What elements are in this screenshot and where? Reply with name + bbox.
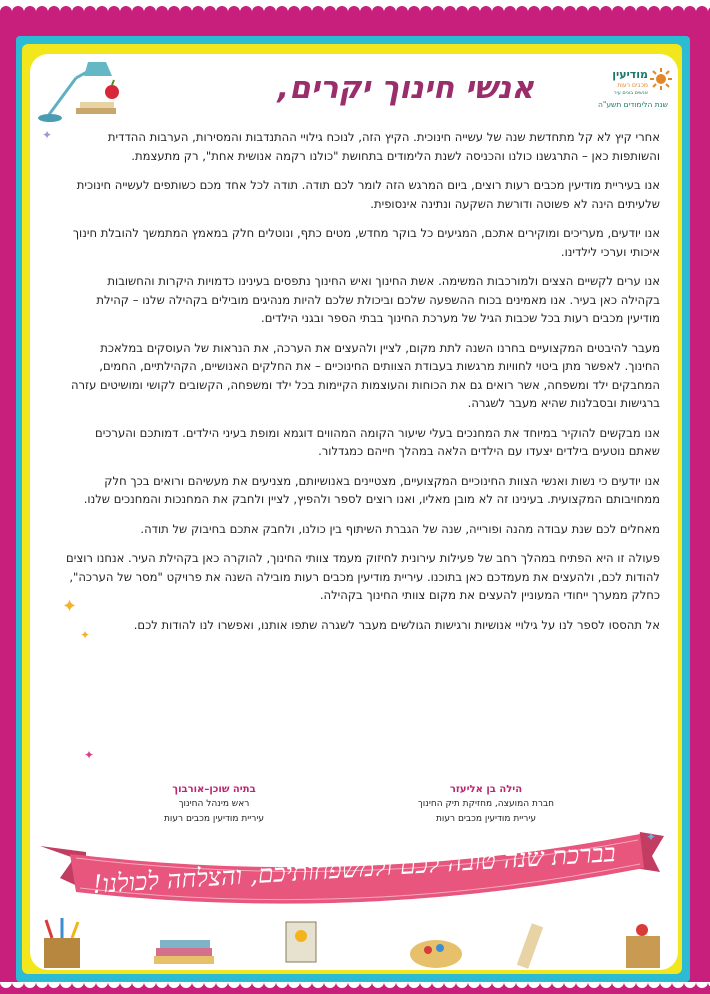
signature-block-education (94, 782, 334, 827)
logo-sun-icon (650, 68, 672, 90)
paragraph: אנו בעיריית מודיעין מכבים רעות רוצים, ביום המרגש הזה לומר לכם תודה. תודה לכל אחד מכם כשותפים לעשייה חינוכית שלעיתים הינה לא פשוטה ודורשת השקעה ונתינה אינסופית. (76, 178, 660, 211)
signature-role: ראש מינהל החינוך (178, 799, 250, 809)
signature-org: עיריית מודיעין מכבים רעות (436, 814, 536, 824)
logo-school-year: שנת הלימודים תשע"ה (597, 100, 668, 109)
bottom-scallop-border (0, 982, 710, 994)
signature-name: הילה בן אליעזר (449, 784, 523, 795)
school-supplies-illustration (36, 918, 676, 976)
paragraph: אנו יודעים, מעריכים ומוקירים אתכם, המגיעים כל בוקר מחדש, מטים כתף, ונוטלים חלק במאמץ המתמשך להובלת חינוך איכותי וערכי לילדינו. (72, 226, 660, 259)
paragraph: אחרי קיץ לא קל מתחדשת שנה של עשייה חינוכית. הקיץ הזה, לנוכח גילויי ההתנדבות והמסירות, הערבות ההדדית והשותפות כאן – התרגשנו כולנו והכניסה לשנת הלימודים בתחושת "כולנו רקמה אנושית אחת", רק מתעצמת. (107, 130, 660, 163)
paragraph: אנו ערים לקשיים הצצים ולמורכבות המשימה. אשת החינוך ואיש החינוך נתפסים בעינינו כדמויות היקרות והחשובות בקהילה כאן בעיר. אנו מאמינים בכוח ההשפעה שלכם וביכולת שלכם להיות מנהיגים מובילים בקהילה שלנו – קהילת מודיעין מכבים רעות בכל שכבות הגיל של מערכת החינוך בבתי הספר ובגני הילדים. (96, 274, 660, 325)
logo-name: מודיעין (612, 68, 648, 81)
sparkle-icon: ✦ (62, 596, 78, 617)
paragraph: אנו מבקשים להוקיר במיוחד את המחנכים בעלי שיעור הקומה המהווים דוגמא ומופת בעיני הילדים. דמותכם והערכים שאתם נוטעים בילדים יצעדו עם הילדים הלאה במהלך חייהם כמגדלור. (95, 425, 660, 458)
sparkle-icon: ✦ (42, 128, 53, 142)
paragraph: פעולה זו היא הפתיח במהלך רחב של פעילות עירונית לחיזוק מעמד צוותי החינוך, להוקרה כאן בקהילת העיר. אנחנו רוצים להודות לכם, ולהעצים את מעמדכם כאן בתוכנו. עיריית מודיעין מכבים רעות מובילה השנה את פרויקט "מסר של הערכה", כחלק ממערך ייחודי המעוניין להעצים את מקום צוותי החינוך בקהילה. (66, 551, 660, 602)
letter-body (66, 128, 660, 645)
paragraph: מאחלים לכם שנת עבודה מהנה ופורייה, שנה של הגברת השיתוף בין כולנו, ולחבק אתכם בחיבוק של תודה. (140, 521, 660, 536)
paragraph: מעבר להיבטים המקצועיים בחרנו השנה לתת מקום, לציין ולהעצים את הערכה, את הנראות של העוסקים במלאכת החינוך. לאפשר מתן ביטוי לחוויות מרגשות בעבודת הצוותים החינוכיים – את החלקים האנושיים, הקהילתיים, החמים, המחבקים ילד ומשפחה, אשר רואים גם את הכוחות והעוצמות הקיימות בכל ילד ומשפחה, הקשובים לקושי ומושיטים עזרה ברגישות ובסבלנות שהיא מעבר לשגרה. (70, 340, 660, 410)
logo-subtitle: מכבים רעות (617, 82, 648, 89)
top-scallop-border (0, 0, 710, 12)
letter-title: אנשי חינוך יקרים, (277, 70, 534, 106)
signature-org: עיריית מודיעין מכבים רעות (164, 814, 264, 824)
signature-role: חברת המועצה, מחזיקת תיק החינוך (417, 799, 555, 809)
paragraph: אל תהססו לספר לנו על גילויי אנושיות ורגישות הגולשים מעבר לשגרה שתפו אותנו, ואפשרו לנו להודות לכם. (133, 617, 660, 632)
paragraph: אנו יודעים כי נשות ואנשי הצוות החינוכיים המקצועיים, מצטיינים באנושיותם, מצניעים את מעשיהם ורואים בכך חלק ממחויבותם המקצועית. בעינינו זה לא מובן מאליו, ואנו רוצים לספר ולהפיץ, לציין ולחבק את המחנכות והמחנכים שלנו. (83, 473, 660, 506)
sparkle-icon: ✦ (84, 748, 95, 762)
banner-greeting: בברכת שנה טובה לכם ולמשפחותיכם, והצלחה לכולנו! (91, 838, 617, 899)
lamp-books-illustration (36, 58, 136, 124)
logo-tagline: אנשים בונים עיר (613, 90, 648, 96)
sparkle-icon: ✦ (80, 628, 91, 642)
signature-name: בתיה שוכן–אורבוך (172, 784, 256, 795)
sparkle-icon: ✦ (646, 830, 657, 844)
signature-block-council (366, 782, 606, 827)
modiin-logo (562, 66, 672, 110)
